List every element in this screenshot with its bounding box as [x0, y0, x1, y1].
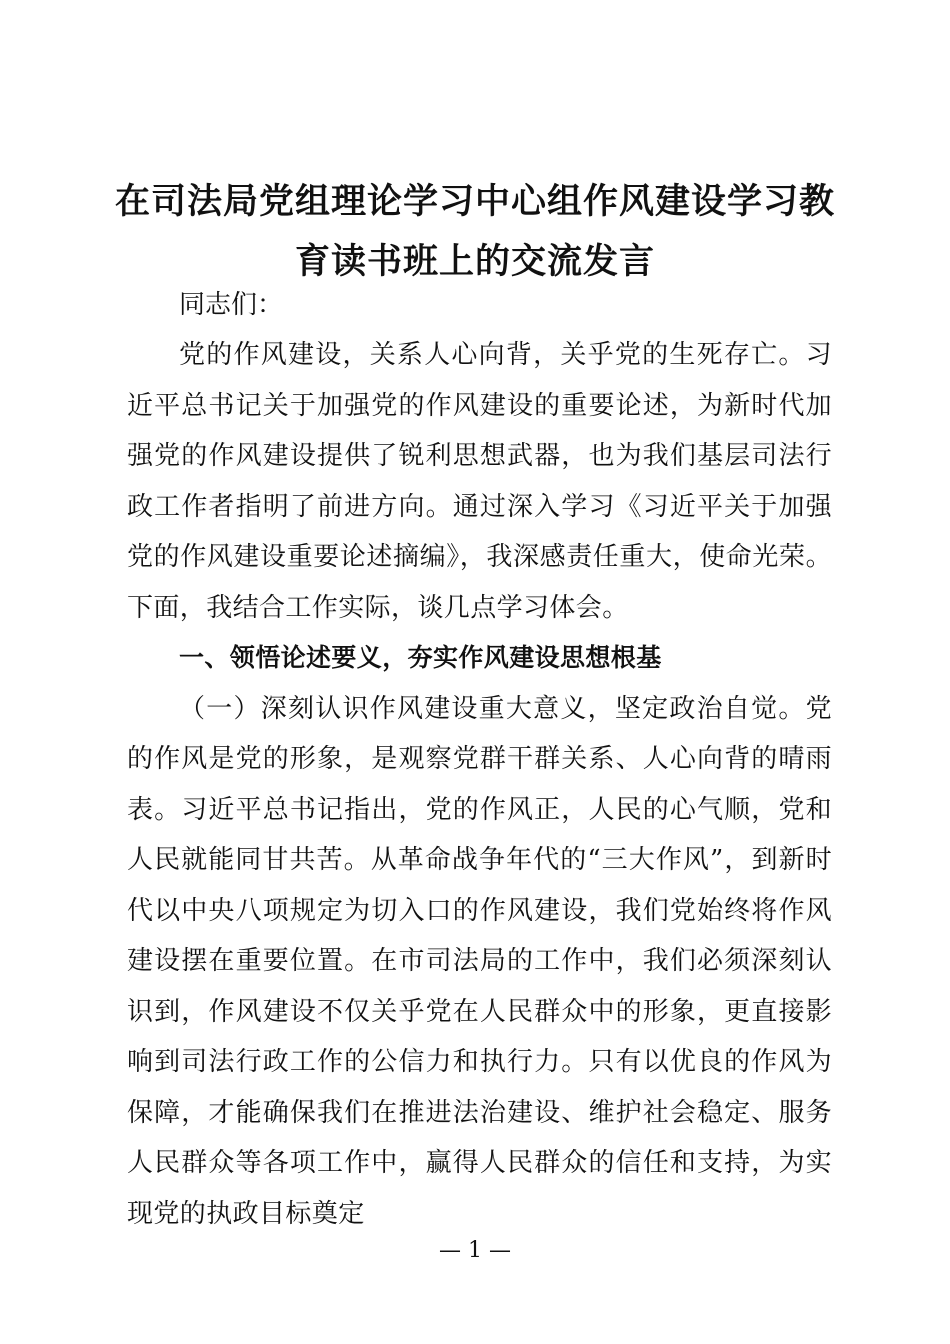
- body-paragraph: （一）深刻认识作风建设重大意义，坚定政治自觉。党的作风是党的形象，是观察党群干群关系、人心向背的晴雨表。习近平总书记指出，党的作风正，人民的心气顺，党和人民就能同甘共苦。从革命战争年代的“三大作风”，到新时代以中央八项规定为切入口的作风建设，我们党始终将作风建设摆在重要位置。在市司法局的工作中，我们必须深刻认识到，作风建设不仅关乎党在人民群众中的形象，更直接影响到司法行政工作的公信力和执行力。只有以优良的作风为保障，才能确保我们在推进法治建设、维护社会稳定、服务人民群众等各项工作中，赢得人民群众的信任和支持，为实现党的执政目标奠定: [127, 693, 832, 1229]
- section-heading: 一、领悟论述要义，夯实作风建设思想根基: [179, 643, 662, 672]
- page-number: — 1 —: [439, 1238, 511, 1263]
- title-line-1: 在司法局党组理论学习中心组作风建设学习教: [114, 182, 835, 222]
- intro-paragraph: 党的作风建设，关系人心向背，关乎党的生死存亡。习近平总书记关于加强党的作风建设的重要论述，为新时代加强党的作风建设提供了锐利思想武器，也为我们基层司法行政工作者指明了前进方向。通过深入学习《习近平关于加强党的作风建设重要论述摘编》，我深感责任重大，使命光荣。下面，我结合工作实际，谈几点学习体会。: [127, 340, 832, 623]
- document-body: [127, 280, 832, 1239]
- salutation: 同志们：: [179, 290, 284, 320]
- document-title: [100, 172, 850, 292]
- title-line-2: 育读书班上的交流发言: [294, 242, 655, 282]
